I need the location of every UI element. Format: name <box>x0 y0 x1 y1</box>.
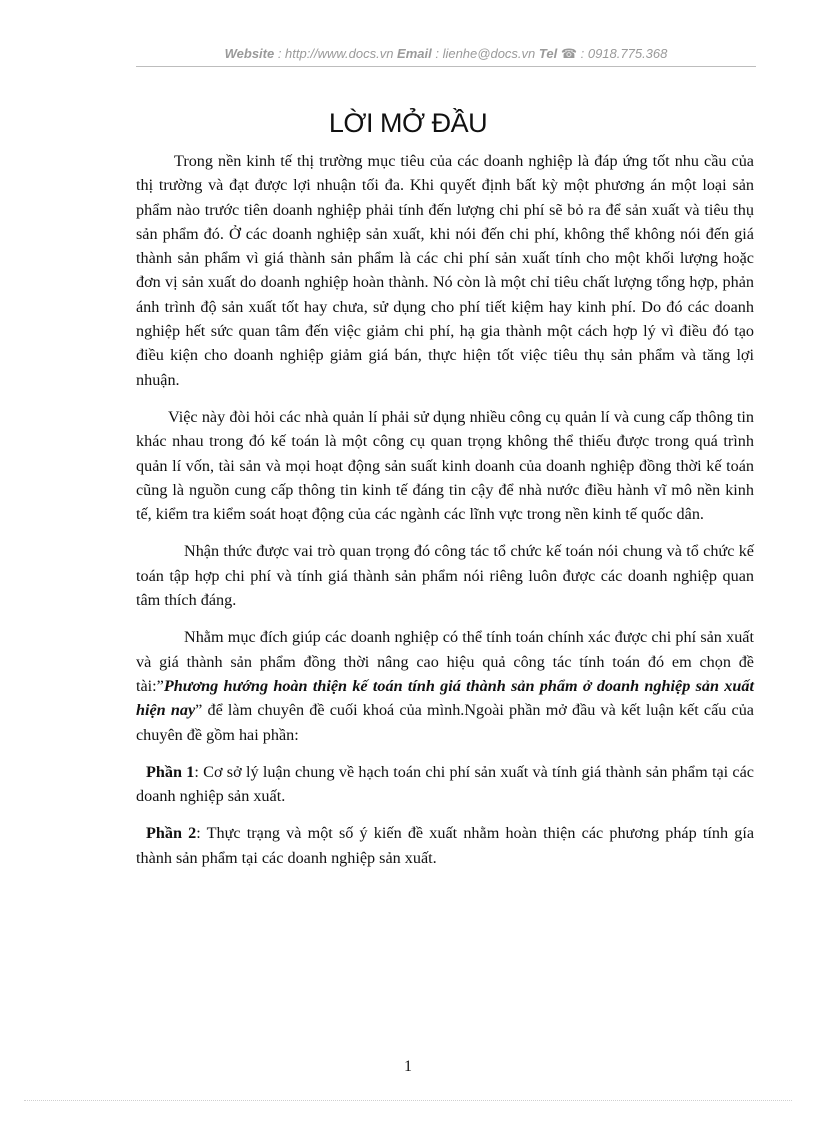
part-2-label: Phần 2 <box>146 824 197 843</box>
thesis-topic: Phương hướng hoàn thiện kế toán tính giá thành sản phẩm ở doanh nghiệp sản xuất hiện nay <box>136 676 754 720</box>
document-body <box>136 149 754 870</box>
paragraph-1: Trong nền kinh tế thị trường mục tiêu của các doanh nghiệp là đáp ứng tốt nhu cầu của thị trường và đạt được lợi nhuận tối đa. Khi quyết định bất kỳ một phương án một loại sản phẩm nào trước tiên doanh nghiệp phải tính đến lượng chi phí sẽ bỏ ra để sản xuất và tiêu thụ sản phẩm đó. Ở các doanh nghiệp sản xuất, khi nói đến chi phí, không thể không nói đến giá thành sản phẩm vì giá thành sản phẩm là các chi phí sản xuất tính cho một khối lượng hoặc đơn vị sản xuất do doanh nghiệp hoàn thành. Nó còn là một chỉ tiêu chất lượng tổng hợp, phản ánh trình độ sản xuất tốt hay chưa, sử dụng cho phí tiết kiệm hay kinh phí. Do đó các doanh nghiệp hết sức quan tâm đến việc giảm chi phí, hạ gia thành một cách hợp lý vì điều đó tạo điều kiện cho doanh nghiệp giảm giá bán, thực hiện tốt việc tiêu thụ sản phẩm và tăng lợi nhuận. <box>136 152 754 389</box>
page-header <box>136 44 756 67</box>
tel-value: ☎ : 0918.775.368 <box>557 46 668 61</box>
tel-label: Tel <box>538 46 558 61</box>
paragraph-4-outro: ” để làm chuyên đề cuối khoá của mình.Ngoài phần mở đầu và kết luận kết cấu của chuyên đề gồm hai phần: <box>136 701 754 744</box>
paragraph-4-intro: Nhằm mục đích giúp các doanh nghiệp có thể tính toán chính xác được chi phí sản xuất và giá thành sản phẩm đồng thời nâng cao hiệu quả công tác tính toán đó em chọn đề tài:” <box>136 628 754 695</box>
part-1-text: : Cơ sở lý luận chung về hạch toán chi phí sản xuất và tính giá thành sản phẩm tại các doanh nghiệp sản xuất. <box>136 762 754 806</box>
paragraph-4 <box>136 625 754 746</box>
footer-divider <box>24 1100 792 1101</box>
part-1-label: Phần 1 <box>146 762 195 781</box>
email-value[interactable]: : lienhe@docs.vn <box>431 46 539 61</box>
paragraph-2: Việc này đòi hỏi các nhà quản lí phải sử dụng nhiều công cụ quản lí và cung cấp thông tin khác nhau trong đó kế toán là một công cụ quan trọng không thể thiếu được trong quá trình quản lí vốn, tài sản và mọi hoạt động sản suất kinh doanh của doanh nghiệp đồng thời kế toán cũng là nguồn cung cấp thông tin kinh tế đáng tin cậy để nhà nước điều hành vĩ mô nền kinh tế, kiểm tra kiểm soát hoạt động của các ngành các lĩnh vực trong nền kinh tế quốc dân. <box>136 407 754 524</box>
document-title: LỜI MỞ ĐẦU <box>328 108 488 138</box>
email-label: Email <box>397 46 432 61</box>
part-1-paragraph <box>136 760 754 809</box>
page-number: 1 <box>404 1058 412 1075</box>
website-value[interactable]: : http://www.docs.vn <box>274 46 398 61</box>
part-2-text: : Thực trạng và một số ý kiến đề xuất nhằm hoàn thiện các phương pháp tính gía thành sản phẩm tại các doanh nghiệp sản xuất. <box>136 824 754 867</box>
part-2-paragraph <box>136 821 754 870</box>
paragraph-3: Nhận thức được vai trò quan trọng đó công tác tổ chức kế toán nói chung và tổ chức kế toán tập hợp chi phí và tính giá thành sản phẩm nói riêng luôn được các doanh nghiệp quan tâm thích đáng. <box>136 542 754 610</box>
website-label: Website <box>224 46 275 61</box>
